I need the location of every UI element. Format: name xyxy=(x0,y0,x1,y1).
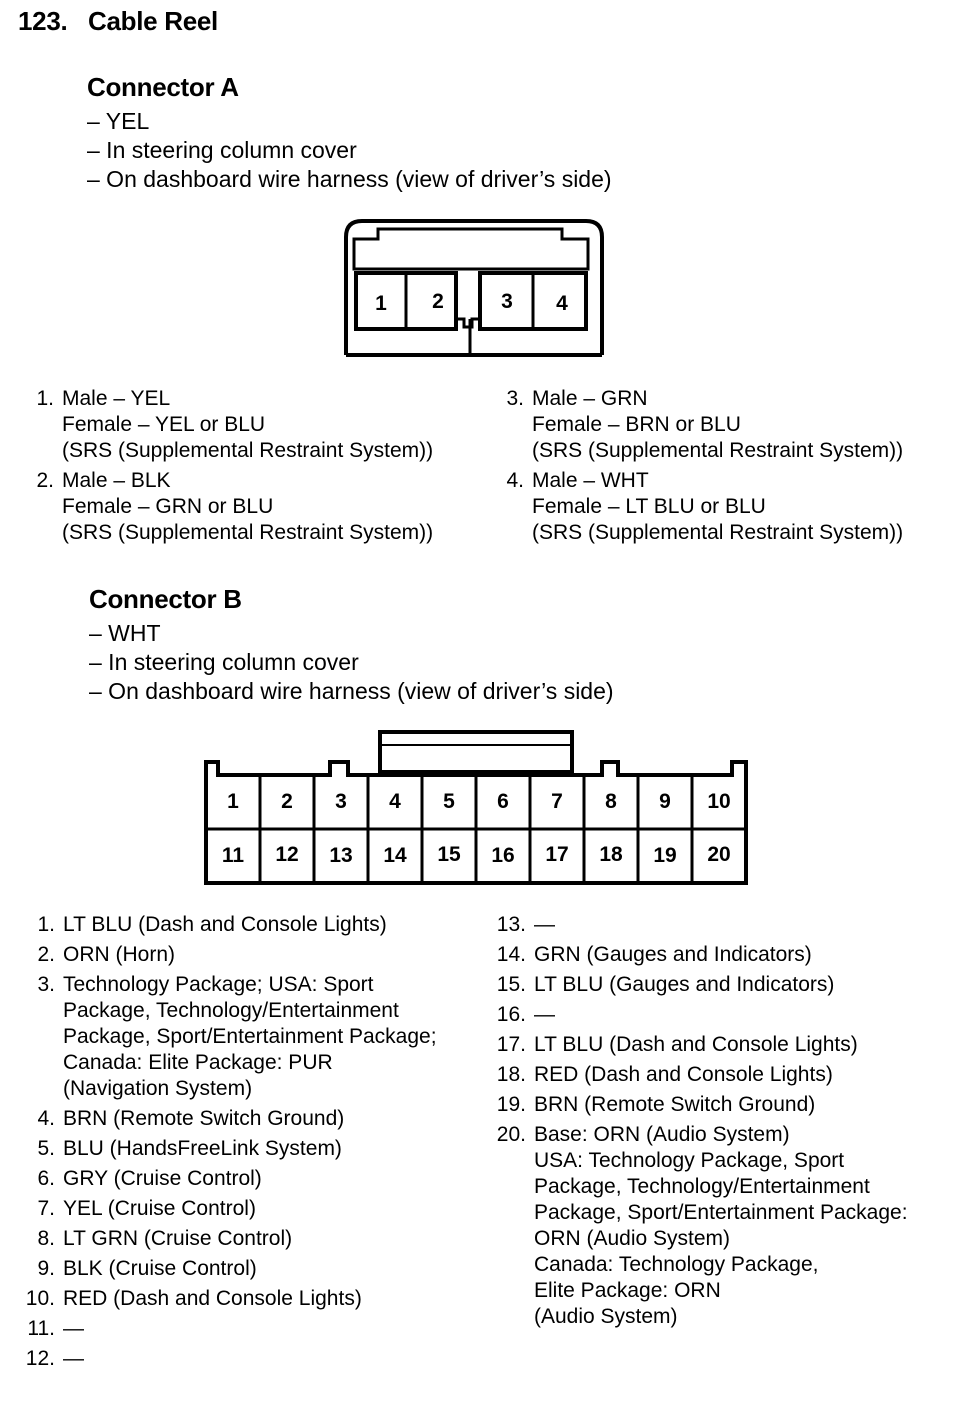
cavity-a-1: 1 xyxy=(375,292,387,315)
connector-b-diagram xyxy=(200,725,755,890)
pin-line: ORN (Audio System) xyxy=(534,1227,731,1250)
cavity-b-8: 8 xyxy=(605,790,617,813)
connector-a-detail-location: – In steering column cover xyxy=(87,137,357,163)
cavity-b-5: 5 xyxy=(443,790,455,813)
pin-number: 18. xyxy=(496,1063,526,1086)
cavity-b-18: 18 xyxy=(599,843,623,866)
pin-line: Female – YEL or BLU xyxy=(62,413,266,436)
cavity-b-12: 12 xyxy=(275,843,299,866)
cavity-b-10: 10 xyxy=(707,790,731,813)
pin-line: YEL (Cruise Control) xyxy=(63,1197,256,1220)
pin-line: BRN (Remote Switch Ground) xyxy=(63,1107,345,1130)
pin-line: Female – BRN or BLU xyxy=(532,413,741,436)
pin-line: GRY (Cruise Control) xyxy=(63,1167,262,1190)
cavity-b-11: 11 xyxy=(221,844,245,867)
pin-number: 5. xyxy=(37,1137,55,1160)
cavity-b-4: 4 xyxy=(389,790,401,813)
pin-line: (Navigation System) xyxy=(63,1077,253,1100)
pin-line: (SRS (Supplemental Restraint System)) xyxy=(532,439,904,462)
pin-line: LT BLU (Gauges and Indicators) xyxy=(534,973,835,996)
cavity-b-16: 16 xyxy=(491,844,515,867)
pin-line: Elite Package: ORN xyxy=(534,1279,721,1302)
pin-number: 6. xyxy=(37,1167,55,1190)
pin-number: 15. xyxy=(496,973,526,996)
pin-line: Package, Technology/Entertainment xyxy=(534,1175,870,1198)
section-number: 123. xyxy=(18,6,68,36)
pin-line: USA: Technology Package, Sport xyxy=(534,1149,845,1172)
cavity-b-13: 13 xyxy=(329,844,353,867)
pin-number: 1. xyxy=(37,913,55,936)
cavity-b-17: 17 xyxy=(545,843,569,866)
cavity-b-14: 14 xyxy=(383,844,407,867)
pin-line: (SRS (Supplemental Restraint System)) xyxy=(532,521,904,544)
pin-number: 20. xyxy=(496,1123,526,1146)
cavity-a-3: 3 xyxy=(501,290,513,313)
pin-line: GRN (Gauges and Indicators) xyxy=(534,943,812,966)
pin-number: 7. xyxy=(37,1197,55,1220)
pin-number: 1. xyxy=(36,387,54,410)
cavity-b-19: 19 xyxy=(653,844,677,867)
cavity-b-15: 15 xyxy=(437,843,461,866)
connector-a-diagram xyxy=(340,215,610,365)
pin-line: RED (Dash and Console Lights) xyxy=(63,1287,362,1310)
connector-b-detail-color: – WHT xyxy=(89,620,161,646)
pin-number: 14. xyxy=(496,943,526,966)
pin-line: Base: ORN (Audio System) xyxy=(534,1123,790,1146)
pin-number: 12. xyxy=(25,1347,55,1370)
pin-number: 2. xyxy=(37,943,55,966)
pin-line: BLU (HandsFreeLink System) xyxy=(63,1137,342,1160)
pin-number: 10. xyxy=(25,1287,55,1310)
pin-line: LT BLU (Dash and Console Lights) xyxy=(534,1033,858,1056)
pin-line: — xyxy=(534,913,555,936)
cavity-b-7: 7 xyxy=(551,790,563,813)
pin-line: Technology Package; USA: Sport xyxy=(63,973,374,996)
connector-a-title: Connector A xyxy=(87,72,239,102)
pin-line: Male – WHT xyxy=(532,469,649,492)
pin-number: 16. xyxy=(496,1003,526,1026)
pin-line: Canada: Technology Package, xyxy=(534,1253,819,1276)
connector-b-title: Connector B xyxy=(89,584,242,614)
page-title xyxy=(18,6,218,37)
pin-line: — xyxy=(63,1317,84,1340)
cavity-b-9: 9 xyxy=(659,790,671,813)
pin-line: BLK (Cruise Control) xyxy=(63,1257,257,1280)
connector-a-detail-harness: – On dashboard wire harness (view of driver’s side) xyxy=(87,166,612,192)
cavity-b-3: 3 xyxy=(335,790,347,813)
section-title: Cable Reel xyxy=(88,6,218,36)
pin-number: 4. xyxy=(506,469,524,492)
pin-number: 3. xyxy=(506,387,524,410)
cavity-b-2: 2 xyxy=(281,790,293,813)
cavity-b-1: 1 xyxy=(227,790,239,813)
cavity-a-4: 4 xyxy=(556,292,568,315)
pin-number: 13. xyxy=(496,913,526,936)
cavity-b-20: 20 xyxy=(707,843,731,866)
pin-line: Package, Sport/Entertainment Package: xyxy=(534,1201,908,1224)
cavity-a-2: 2 xyxy=(432,290,444,313)
pin-line: Canada: Elite Package: PUR xyxy=(63,1051,333,1074)
pin-number: 9. xyxy=(37,1257,55,1280)
connector-b-detail-harness: – On dashboard wire harness (view of driver’s side) xyxy=(89,678,614,704)
pin-number: 17. xyxy=(496,1033,526,1056)
pin-line: ORN (Horn) xyxy=(63,943,176,966)
pin-line: LT GRN (Cruise Control) xyxy=(63,1227,293,1250)
pin-line: Female – LT BLU or BLU xyxy=(532,495,766,518)
pin-line: RED (Dash and Console Lights) xyxy=(534,1063,833,1086)
pin-line: (SRS (Supplemental Restraint System)) xyxy=(62,521,434,544)
cavity-b-6: 6 xyxy=(497,790,509,813)
pin-line: Package, Technology/Entertainment xyxy=(63,999,399,1022)
pin-line: (Audio System) xyxy=(534,1305,678,1328)
pin-number: 3. xyxy=(37,973,55,996)
pin-number: 8. xyxy=(37,1227,55,1250)
pin-line: Package, Sport/Entertainment Package; xyxy=(63,1025,437,1048)
pin-line: Male – BLK xyxy=(62,469,171,492)
pin-line: LT BLU (Dash and Console Lights) xyxy=(63,913,387,936)
pin-line: (SRS (Supplemental Restraint System)) xyxy=(62,439,434,462)
connector-a-detail-color: – YEL xyxy=(87,108,150,134)
pin-line: — xyxy=(63,1347,84,1370)
pin-line: — xyxy=(534,1003,555,1026)
connector-b-detail-location: – In steering column cover xyxy=(89,649,359,675)
pin-line: BRN (Remote Switch Ground) xyxy=(534,1093,816,1116)
pin-number: 2. xyxy=(36,469,54,492)
pin-number: 19. xyxy=(496,1093,526,1116)
pin-number: 11. xyxy=(27,1317,55,1340)
pin-number: 4. xyxy=(37,1107,55,1130)
pin-line: Male – YEL xyxy=(62,387,171,410)
pin-line: Male – GRN xyxy=(532,387,648,410)
pin-line: Female – GRN or BLU xyxy=(62,495,274,518)
